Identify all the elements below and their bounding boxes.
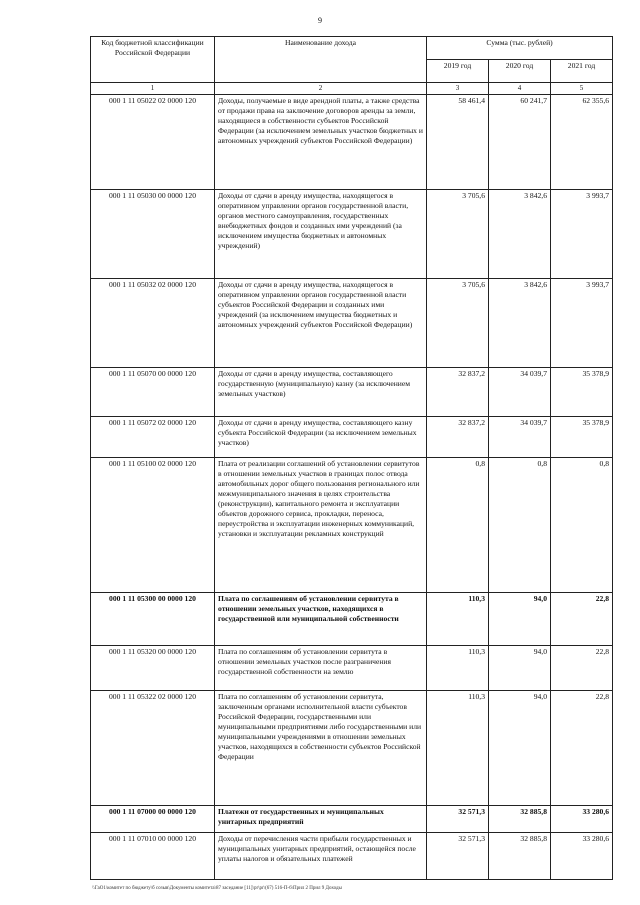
- cell-value-2020: 60 241,7: [489, 95, 551, 190]
- column-number: 4: [489, 83, 551, 95]
- cell-code: 000 1 11 05032 02 0000 120: [91, 279, 215, 368]
- header-year-2020: 2020 год: [489, 60, 551, 83]
- table-row: [91, 691, 613, 806]
- cell-name: Доходы от сдачи в аренду имущества, составляющего казну субъекта Российской Федерации (за исключением земельных участков): [215, 417, 427, 458]
- cell-value-2019: 32 571,3: [427, 833, 489, 880]
- column-number: 5: [551, 83, 613, 95]
- page-number: 9: [318, 16, 322, 25]
- column-number: 1: [91, 83, 215, 95]
- cell-name: Доходы от сдачи в аренду имущества, находящегося в оперативном управлении органов государственной власти субъектов Российской Федерации и созданных ими учреждений (за исключением имущества бюджетных и автономных учреждений субъектов Российской Федерации): [215, 279, 427, 368]
- cell-value-2021: 22,8: [551, 691, 613, 806]
- cell-code: 000 1 11 05320 00 0000 120: [91, 646, 215, 691]
- cell-value-2019: 32 837,2: [427, 417, 489, 458]
- cell-value-2019: 110,3: [427, 646, 489, 691]
- cell-value-2021: 0,8: [551, 458, 613, 593]
- cell-value-2019: 0,8: [427, 458, 489, 593]
- cell-code: 000 1 11 05322 02 0000 120: [91, 691, 215, 806]
- table-row: [91, 806, 613, 833]
- cell-value-2021: 33 280,6: [551, 833, 613, 880]
- table-row: [91, 593, 613, 646]
- cell-value-2019: 3 705,6: [427, 279, 489, 368]
- cell-name: Плата по соглашениям об установлении сервитута в отношении земельных участков после разграничения государственной собственности на землю: [215, 646, 427, 691]
- cell-name: Плата по соглашениям об установлении сервитута в отношении земельных участков, находящихся в государственной или муниципальной собственности: [215, 593, 427, 646]
- cell-code: 000 1 11 05070 00 0000 120: [91, 368, 215, 417]
- cell-value-2021: 3 993,7: [551, 279, 613, 368]
- cell-value-2019: 3 705,6: [427, 190, 489, 279]
- table-row: [91, 417, 613, 458]
- cell-value-2020: 34 039,7: [489, 417, 551, 458]
- cell-code: 000 1 11 05300 00 0000 120: [91, 593, 215, 646]
- cell-name: Платежи от государственных и муниципальных унитарных предприятий: [215, 806, 427, 833]
- cell-name: Доходы от перечисления части прибыли государственных и муниципальных унитарных предприятий, остающейся после уплаты налогов и обязательных платежей: [215, 833, 427, 880]
- cell-name: Доходы от сдачи в аренду имущества, находящегося в оперативном управлении органов государственной власти, органов местного самоуправления, государственных внебюджетных фондов и созданных ими учреждений (за исключением имущества бюджетных и автономных учреждений): [215, 190, 427, 279]
- cell-value-2021: 3 993,7: [551, 190, 613, 279]
- cell-code: 000 1 11 05100 02 0000 120: [91, 458, 215, 593]
- header-sum: Сумма (тыс. рублей): [427, 37, 613, 60]
- cell-value-2020: 94,0: [489, 691, 551, 806]
- cell-value-2021: 33 280,6: [551, 806, 613, 833]
- file-path-footer: \\ГаО1\комитет по бюджету\б созыв\Документы комитета\87 заседание [11]\pr\pr\(67) 516-П-6\Прил 2 Прил 9 Доходы: [92, 886, 342, 891]
- cell-name: Доходы, получаемые в виде арендной платы, а также средства от продажи права на заключение договоров аренды за земли, находящиеся в собственности субъектов Российской Федерации (за исключением земельных участков бюджетных и автономных учреждений субъектов Российской Федерации): [215, 95, 427, 190]
- cell-value-2020: 94,0: [489, 646, 551, 691]
- column-number: 3: [427, 83, 489, 95]
- cell-name: Плата от реализации соглашений об установлении сервитутов в отношении земельных участков в границах полос отвода автомобильных дорог общего пользования регионального или межмуниципального значения в целях строительства (реконструкции), капитального ремонта и эксплуатации объектов дорожного сервиса, прокладки, переноса, переустройства и эксплуатации инженерных коммуникаций, установки и эксплуатации рекламных конструкций: [215, 458, 427, 593]
- table-row: [91, 833, 613, 880]
- cell-code: 000 1 11 07010 00 0000 120: [91, 833, 215, 880]
- cell-code: 000 1 11 05022 02 0000 120: [91, 95, 215, 190]
- cell-value-2019: 32 571,3: [427, 806, 489, 833]
- header-code: Код бюджетной классификации Российской Федерации: [91, 37, 215, 83]
- cell-value-2020: 0,8: [489, 458, 551, 593]
- cell-code: 000 1 11 05030 00 0000 120: [91, 190, 215, 279]
- cell-value-2021: 62 355,6: [551, 95, 613, 190]
- cell-value-2021: 35 378,9: [551, 417, 613, 458]
- table-row: [91, 190, 613, 279]
- table-row: [91, 458, 613, 593]
- cell-name: Доходы от сдачи в аренду имущества, составляющего государственную (муниципальную) казну (за исключением земельных участков): [215, 368, 427, 417]
- header-year-2019: 2019 год: [427, 60, 489, 83]
- table-row: [91, 95, 613, 190]
- cell-value-2019: 58 461,4: [427, 95, 489, 190]
- cell-value-2020: 3 842,6: [489, 190, 551, 279]
- cell-value-2019: 110,3: [427, 593, 489, 646]
- revenue-table: [90, 36, 613, 880]
- table-row: [91, 368, 613, 417]
- cell-name: Плата по соглашениям об установлении сервитута, заключенным органами исполнительной власти субъектов Российской Федерации, государственными или муниципальными предприятиями либо государственными или муниципальными учреждениями в отношении земельных участков, находящихся в собственности субъектов Российской Федерации: [215, 691, 427, 806]
- cell-value-2020: 32 885,8: [489, 833, 551, 880]
- cell-value-2020: 34 039,7: [489, 368, 551, 417]
- cell-value-2020: 94,0: [489, 593, 551, 646]
- cell-code: 000 1 11 05072 02 0000 120: [91, 417, 215, 458]
- header-year-2021: 2021 год: [551, 60, 613, 83]
- cell-value-2021: 22,8: [551, 646, 613, 691]
- cell-value-2020: 3 842,6: [489, 279, 551, 368]
- column-number: 2: [215, 83, 427, 95]
- cell-value-2019: 32 837,2: [427, 368, 489, 417]
- cell-value-2021: 35 378,9: [551, 368, 613, 417]
- cell-value-2019: 110,3: [427, 691, 489, 806]
- cell-value-2020: 32 885,8: [489, 806, 551, 833]
- cell-code: 000 1 11 07000 00 0000 120: [91, 806, 215, 833]
- cell-value-2021: 22,8: [551, 593, 613, 646]
- table-row: [91, 646, 613, 691]
- table-row: [91, 279, 613, 368]
- header-name: Наименование дохода: [215, 37, 427, 83]
